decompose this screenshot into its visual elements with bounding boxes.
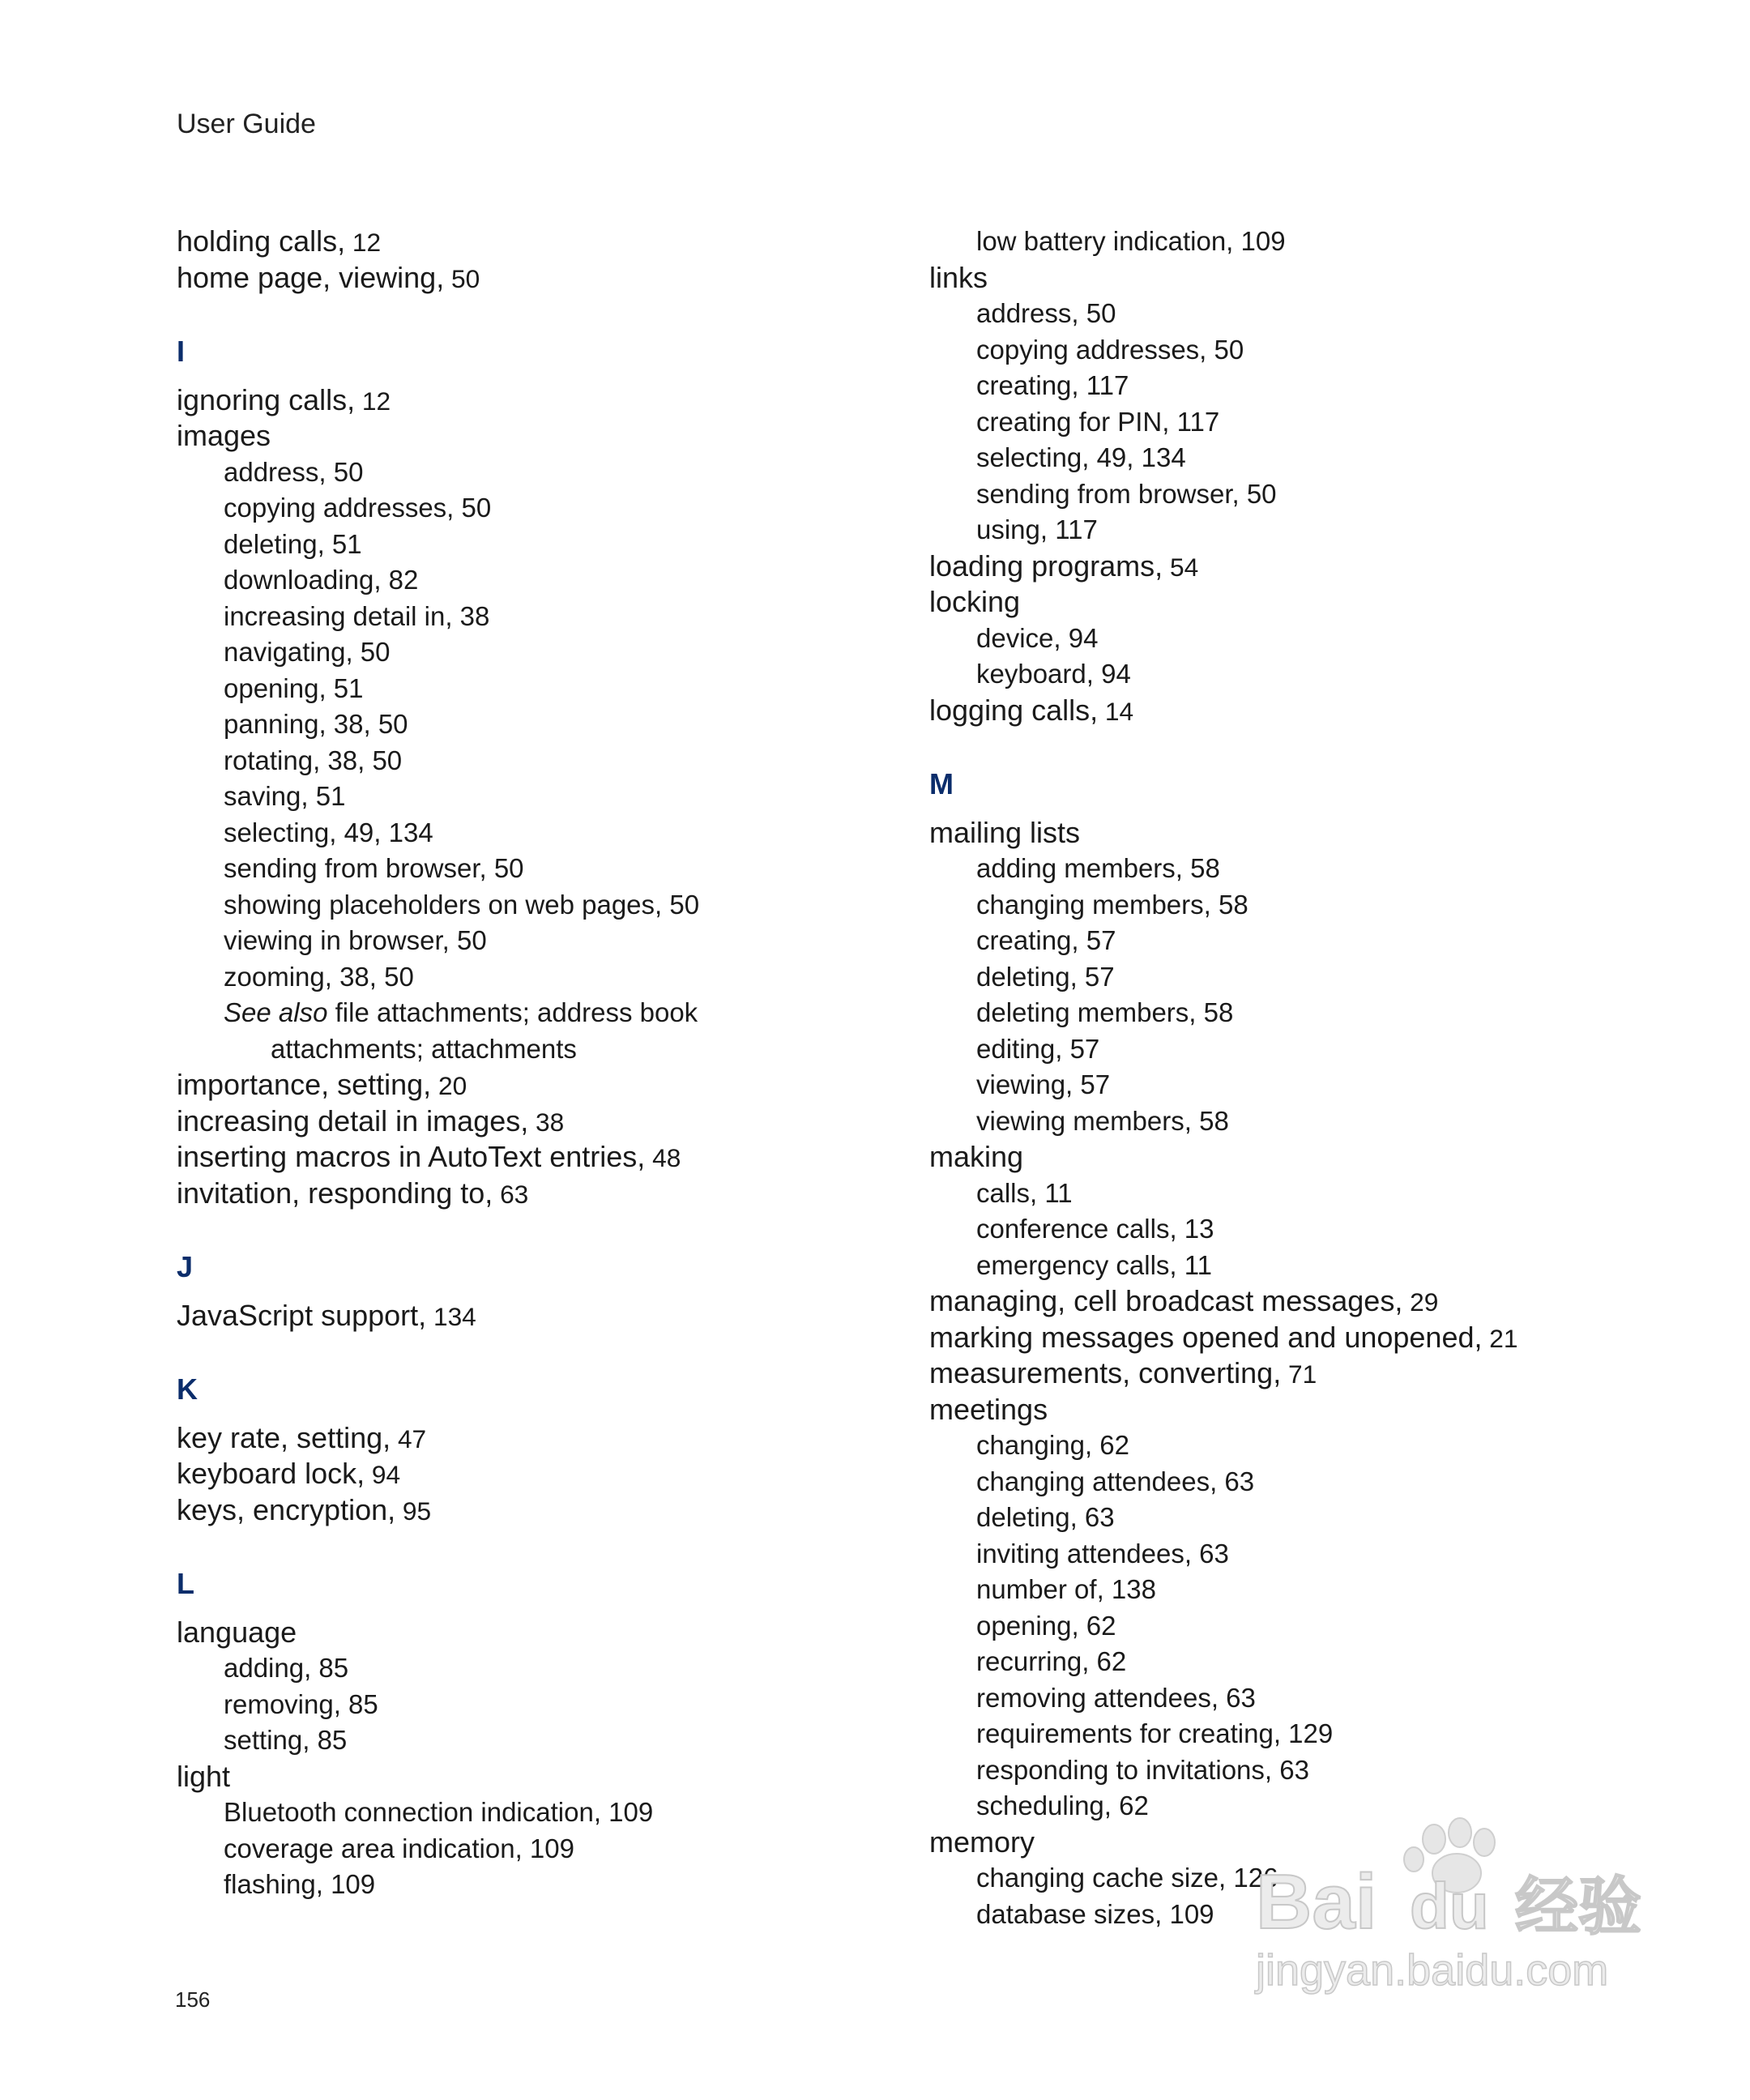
index-subentry: deleting, 63 xyxy=(976,1502,1115,1532)
index-subentry: conference calls, 13 xyxy=(976,1214,1214,1244)
index-subentry: showing placeholders on web pages, 50 xyxy=(224,889,700,920)
index-entry xyxy=(177,382,906,419)
index-entry xyxy=(177,418,906,455)
index-subentry: address, 50 xyxy=(224,456,364,487)
index-subentry: sending from browser, 50 xyxy=(976,478,1277,509)
index-term: marking messages opened and unopened, xyxy=(929,1320,1483,1354)
index-term: inserting macros in AutoText entries, xyxy=(177,1140,646,1173)
index-continuation: attachments; attachments xyxy=(271,1033,577,1064)
index-term: measurements, converting, xyxy=(929,1356,1282,1389)
index-entry xyxy=(177,1492,906,1529)
index-entry xyxy=(929,1392,1658,1428)
index-subentry: setting, 85 xyxy=(224,1725,348,1755)
index-subentry: deleting, 57 xyxy=(976,961,1115,992)
index-entry xyxy=(177,260,906,297)
running-header: User Guide xyxy=(177,109,316,139)
index-subentry: downloading, 82 xyxy=(224,565,419,595)
index-page-ref: 47 xyxy=(391,1423,427,1453)
index-term: keyboard lock, xyxy=(177,1457,365,1490)
index-letter-heading: J xyxy=(177,1250,194,1283)
index-page-ref: 50 xyxy=(444,263,480,293)
index-column-left xyxy=(177,224,906,1903)
index-subentry: rotating, 38, 50 xyxy=(224,745,403,775)
index-subentry: adding, 85 xyxy=(224,1653,349,1683)
index-page-ref: 54 xyxy=(1163,552,1199,582)
index-subentry: changing members, 58 xyxy=(976,889,1248,920)
index-term: keys, encryption, xyxy=(177,1492,396,1526)
index-entry xyxy=(929,260,1658,297)
index-entry xyxy=(929,1320,1658,1356)
index-subentry: changing cache size, 126 xyxy=(976,1863,1278,1893)
index-page-ref: 63 xyxy=(493,1179,529,1209)
index-subentry: removing, 85 xyxy=(224,1688,378,1719)
index-page-ref: 14 xyxy=(1098,696,1134,726)
index-subentry: viewing in browser, 50 xyxy=(224,925,487,955)
page-number: 156 xyxy=(175,1987,211,2012)
index-entry xyxy=(177,1176,906,1212)
index-subentry: zooming, 38, 50 xyxy=(224,961,414,992)
index-subentry: creating, 117 xyxy=(976,370,1129,400)
index-see-also xyxy=(177,995,906,1031)
index-subentry: selecting, 49, 134 xyxy=(224,817,433,847)
index-entry xyxy=(929,1355,1658,1392)
index-entry xyxy=(177,1298,906,1334)
index-entry xyxy=(177,1067,906,1103)
index-term: meetings xyxy=(929,1392,1048,1426)
index-subentry: number of, 138 xyxy=(976,1574,1156,1604)
index-entry xyxy=(177,1456,906,1492)
index-term: mailing lists xyxy=(929,815,1081,849)
index-page-ref: 21 xyxy=(1482,1323,1518,1353)
index-subentry: panning, 38, 50 xyxy=(224,709,408,739)
index-entry xyxy=(177,1420,906,1457)
index-term: loading programs, xyxy=(929,548,1163,583)
index-subentry: increasing detail in, 38 xyxy=(224,600,490,631)
index-subentry: changing, 62 xyxy=(976,1430,1129,1460)
index-entry xyxy=(177,1615,906,1651)
index-page-ref: 95 xyxy=(395,1496,432,1526)
index-subentry: opening, 51 xyxy=(224,672,364,703)
index-column-right xyxy=(929,224,1658,1932)
index-subentry: copying addresses, 50 xyxy=(976,334,1244,365)
svg-text:Bai: Bai xyxy=(1256,1859,1377,1945)
index-term: JavaScript support, xyxy=(177,1298,427,1332)
index-subentry: deleting members, 58 xyxy=(976,997,1234,1027)
index-term: light xyxy=(177,1759,231,1793)
index-subentry: selecting, 49, 134 xyxy=(976,442,1186,472)
index-entry xyxy=(929,1283,1658,1320)
index-term: key rate, setting, xyxy=(177,1420,391,1454)
index-entry xyxy=(177,1103,906,1140)
index-subentry: viewing, 57 xyxy=(976,1069,1111,1099)
index-subentry: recurring, 62 xyxy=(976,1646,1127,1676)
index-subentry: adding members, 58 xyxy=(976,853,1220,883)
index-term: importance, setting, xyxy=(177,1068,432,1101)
index-term: memory xyxy=(929,1825,1035,1859)
index-term: links xyxy=(929,260,988,294)
svg-text:经验: 经验 xyxy=(1515,1871,1642,1944)
index-page-ref: 48 xyxy=(645,1143,681,1172)
index-page-ref: 94 xyxy=(365,1460,401,1489)
index-subentry: scheduling, 62 xyxy=(976,1791,1149,1820)
index-entry xyxy=(177,224,906,260)
index-entry xyxy=(177,1759,906,1795)
index-subentry: changing attendees, 63 xyxy=(976,1466,1255,1496)
index-letter-heading: K xyxy=(177,1372,198,1406)
index-entry xyxy=(929,584,1658,621)
index-page-ref: 134 xyxy=(426,1301,476,1331)
index-subentry: sending from browser, 50 xyxy=(224,853,524,883)
index-page-ref: 12 xyxy=(345,228,382,257)
index-term: locking xyxy=(929,585,1021,618)
index-subentry: keyboard, 94 xyxy=(976,659,1131,689)
index-subentry: calls, 11 xyxy=(976,1177,1073,1208)
index-subentry: requirements for creating, 129 xyxy=(976,1718,1334,1748)
index-subentry: using, 117 xyxy=(976,514,1098,544)
index-entry xyxy=(929,1139,1658,1176)
index-term: increasing detail in images, xyxy=(177,1103,529,1138)
see-also-targets: file attachments; address book xyxy=(327,997,698,1027)
index-page-ref: 38 xyxy=(528,1107,565,1137)
index-subentry: database sizes, 109 xyxy=(976,1898,1214,1929)
index-subentry: emergency calls, 11 xyxy=(976,1249,1213,1280)
index-page-ref: 12 xyxy=(355,386,391,416)
index-subentry: copying addresses, 50 xyxy=(224,493,492,523)
index-term: invitation, responding to, xyxy=(177,1176,493,1210)
index-subentry: opening, 62 xyxy=(976,1610,1116,1641)
index-subentry: navigating, 50 xyxy=(224,637,391,667)
index-term: making xyxy=(929,1140,1024,1173)
index-term: images xyxy=(177,419,271,452)
index-term: holding calls, xyxy=(177,224,346,258)
index-subentry: flashing, 109 xyxy=(224,1869,376,1899)
index-subentry: viewing members, 58 xyxy=(976,1105,1229,1136)
watermark-url: jingyan.baidu.com xyxy=(1256,1946,1609,1995)
baidu-jingyan-watermark xyxy=(1248,1815,1669,2001)
index-subentry: creating, 57 xyxy=(976,925,1116,955)
index-subentry: responding to invitations, 63 xyxy=(976,1754,1309,1785)
index-entry xyxy=(929,815,1658,852)
svg-text:du: du xyxy=(1410,1870,1489,1942)
index-subentry: low battery indication, 109 xyxy=(976,226,1286,256)
index-letter-heading: M xyxy=(929,767,954,800)
index-page-ref: 20 xyxy=(431,1071,467,1100)
index-subentry: editing, 57 xyxy=(976,1033,1100,1064)
index-entry xyxy=(177,1139,906,1176)
index-subentry: creating for PIN, 117 xyxy=(976,406,1220,437)
index-subentry: deleting, 51 xyxy=(224,528,362,559)
index-subentry: device, 94 xyxy=(976,622,1099,653)
index-subentry: address, 50 xyxy=(976,298,1116,328)
index-entry xyxy=(929,693,1658,729)
see-also-label: See also xyxy=(224,997,328,1027)
index-subentry: saving, 51 xyxy=(224,781,346,811)
index-entry xyxy=(929,548,1658,585)
index-term: managing, cell broadcast messages, xyxy=(929,1284,1403,1317)
index-term: logging calls, xyxy=(929,693,1099,727)
index-subentry: coverage area indication, 109 xyxy=(224,1833,574,1863)
index-page-ref: 71 xyxy=(1281,1359,1317,1389)
index-subentry: inviting attendees, 63 xyxy=(976,1538,1229,1569)
index-term: language xyxy=(177,1615,297,1649)
index-term: ignoring calls, xyxy=(177,382,356,416)
index-subentry: Bluetooth connection indication, 109 xyxy=(224,1797,654,1827)
index-subentry: removing attendees, 63 xyxy=(976,1682,1256,1713)
index-term: home page, viewing, xyxy=(177,260,445,294)
index-page-ref: 29 xyxy=(1402,1287,1439,1317)
index-letter-heading: I xyxy=(177,335,186,368)
index-letter-heading: L xyxy=(177,1567,194,1600)
